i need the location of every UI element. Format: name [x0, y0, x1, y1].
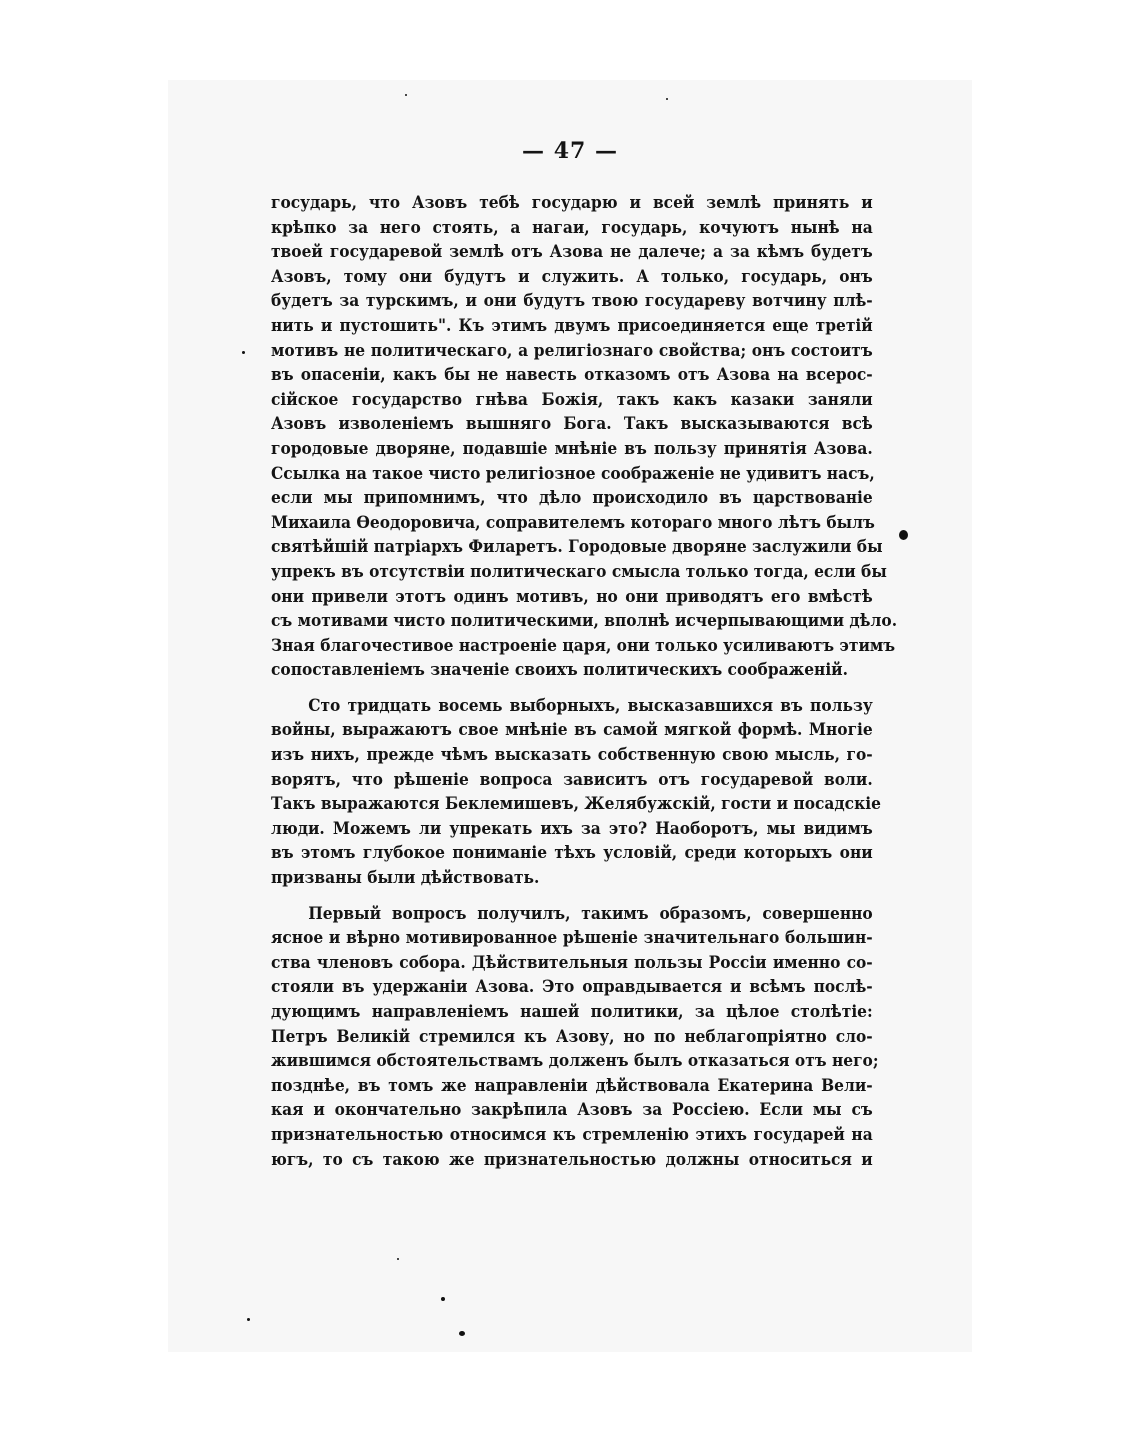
- scan-speck: [397, 1258, 399, 1260]
- text-line: Такъ выражаются Беклемишевъ, Желябужскій, гости и посадскіе: [271, 793, 881, 814]
- text-line: призваны были дѣйствовать.: [271, 867, 540, 888]
- paragraph-gap: [271, 890, 873, 901]
- text-line: они привели этотъ одинъ мотивъ, но они приводятъ его вмѣстѣ: [271, 585, 873, 606]
- scan-speck: [666, 98, 668, 100]
- text-line: если мы припомнимъ, что дѣло происходило въ царствованіе: [271, 487, 873, 508]
- scan-speck: [899, 530, 908, 540]
- text-line: сійское государство гнѣва Божія, такъ какъ казаки заняли: [271, 388, 873, 409]
- text-line: святѣйшій патріархъ Филаретъ. Городовые дворяне заслужили бы: [271, 536, 883, 557]
- text-line: позднѣе, въ томъ же направленіи дѣйствовала Екатерина Вели-: [271, 1074, 873, 1095]
- text-line: Петръ Великій стремился къ Азову, но по неблагопріятно сло-: [271, 1025, 873, 1046]
- text-line: мотивъ не политическаго, а религіознаго свойства; онъ состоитъ: [271, 339, 873, 360]
- text-line: государь, что Азовъ тебѣ государю и всей землѣ принять и: [271, 192, 873, 212]
- text-line: въ опасеніи, какъ бы не навесть отказомъ отъ Азова на всерос-: [271, 364, 873, 385]
- text-line: сопоставленіемъ значеніе своихъ политическихъ соображеній.: [271, 659, 849, 680]
- text-line: югъ, то съ такою же признательностью должны относиться и: [271, 1148, 873, 1169]
- text-line: Азовъ изволеніемъ вышняго Бога. Такъ высказываются всѣ: [271, 413, 873, 434]
- text-line: люди. Можемъ ли упрекать ихъ за это? Наоборотъ, мы видимъ: [271, 817, 873, 838]
- text-line: крѣпко за него стоять, а нагаи, государь, кочуютъ нынѣ на: [271, 216, 873, 237]
- scan-speck: [405, 94, 407, 96]
- scan-speck: [242, 351, 245, 354]
- text-line: Михаила Ѳеодоровича, соправителемъ котораго много лѣтъ былъ: [271, 511, 875, 532]
- text-line: Сто тридцать восемь выборныхъ, высказавшихся въ пользу: [308, 694, 873, 715]
- text-line: Зная благочестивое настроеніе царя, они только усиливаютъ этимъ: [271, 634, 896, 655]
- page-number: — 47 —: [522, 138, 618, 164]
- text-line: признательностью относимся къ стремленію этихъ государей на: [271, 1123, 873, 1144]
- text-line: дующимъ направленіемъ нашей политики, за цѣлое столѣтіе:: [271, 1001, 873, 1021]
- text-line: жившимся обстоятельствамъ долженъ былъ отказаться отъ него;: [271, 1050, 879, 1071]
- paragraph-gap: [271, 682, 873, 693]
- text-line: стояли въ удержаніи Азова. Это оправдывается и всѣмъ послѣ-: [271, 976, 873, 997]
- paragraph-1: [271, 190, 898, 682]
- text-line: упрекъ въ отсутствіи политическаго смысла только тогда, если бы: [271, 560, 887, 581]
- text-line: кая и окончательно закрѣпила Азовъ за Россіею. Если мы съ: [271, 1099, 873, 1120]
- text-line: войны, выражаютъ свое мнѣніе въ самой мягкой формѣ. Многіе: [271, 719, 873, 740]
- body-text: [271, 190, 898, 1171]
- text-line: Первый вопросъ получилъ, такимъ образомъ, совершенно: [308, 902, 873, 923]
- text-line: въ этомъ глубокое пониманіе тѣхъ условій, среди которыхъ они: [271, 842, 873, 863]
- paragraph-3: [271, 901, 879, 1172]
- text-line: будетъ за турскимъ, и они будутъ твою государеву вотчину плѣ-: [271, 290, 873, 311]
- scan-speck: [459, 1331, 465, 1336]
- scan-speck: [247, 1318, 250, 1321]
- text-line: Ссылка на такое чисто религіозное соображеніе не удивитъ насъ,: [271, 462, 875, 483]
- text-line: городовые дворяне, подавшіе мнѣніе въ пользу принятія Азова.: [271, 437, 873, 458]
- text-line: ясное и вѣрно мотивированное рѣшеніе значительнаго большин-: [271, 927, 873, 948]
- text-line: ства членовъ собора. Дѣйствительныя пользы Россіи именно со-: [271, 951, 873, 972]
- scan-speck: [441, 1297, 445, 1301]
- text-line: Азовъ, тому они будутъ и служить. А только, государь, онъ: [271, 265, 873, 286]
- paragraph-2: [271, 693, 881, 890]
- text-line: твоей государевой землѣ отъ Азова не далече; а за кѣмъ будетъ: [271, 241, 873, 262]
- text-line: изъ нихъ, прежде чѣмъ высказать собственную свою мысль, го-: [271, 744, 873, 765]
- text-line: нить и пустошить". Къ этимъ двумъ присоединяется еще третій: [271, 314, 873, 335]
- text-line: ворятъ, что рѣшеніе вопроса зависитъ отъ государевой воли.: [271, 768, 873, 789]
- text-line: съ мотивами чисто политическими, вполнѣ исчерпывающими дѣло.: [271, 610, 898, 631]
